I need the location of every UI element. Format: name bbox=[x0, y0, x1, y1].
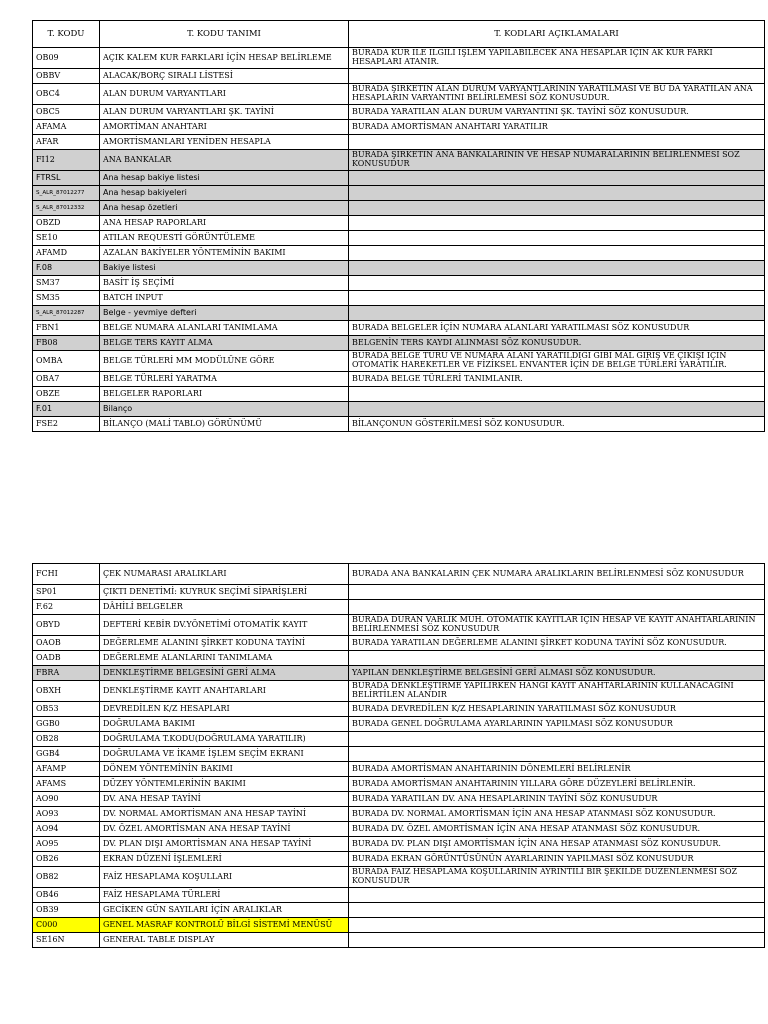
name-cell: FAİZ HESAPLAMA KOŞULLARI bbox=[100, 867, 349, 888]
table-row bbox=[33, 822, 765, 837]
header-name: T. KODU TANIMI bbox=[100, 21, 349, 48]
code-cell: S_ALR_87012277 bbox=[33, 186, 100, 201]
code-cell: GGB0 bbox=[33, 717, 100, 732]
table-row bbox=[33, 291, 765, 306]
name-cell: GENERAL TABLE DISPLAY bbox=[100, 933, 349, 948]
description-cell bbox=[349, 402, 765, 417]
name-cell: BELGE TÜRLERİ MM MODÜLÜNE GÖRE bbox=[100, 351, 349, 372]
transaction-code-table-1 bbox=[32, 20, 765, 432]
table-row bbox=[33, 171, 765, 186]
table-row bbox=[33, 105, 765, 120]
description-cell bbox=[349, 216, 765, 231]
description-cell: BURADA BELGE TÜRÜ VE NUMARA ALANI YARATILDIĞI GİBİ MAL GİRİŞ VE ÇIKIŞI İÇİN OTOMATİK HAREKETLER VE FİZİKSEL ENVANTER İÇİN DE BELGE TÜRLERİ YARATILIR. bbox=[349, 351, 765, 372]
name-cell: ALAN DURUM VARYANTLARI ŞK. TAYİNİ bbox=[100, 105, 349, 120]
description-cell bbox=[349, 600, 765, 615]
table-row bbox=[33, 387, 765, 402]
table-row bbox=[33, 666, 765, 681]
code-cell: OB53 bbox=[33, 702, 100, 717]
name-cell: ATILAN REQUESTİ GÖRÜNTÜLEME bbox=[100, 231, 349, 246]
code-cell: AFAR bbox=[33, 135, 100, 150]
table-row bbox=[33, 837, 765, 852]
description-cell: BURADA AMORTİSMAN ANAHTARININ YILLARA GÖRE DÜZEYLERİ BELİRLENİR. bbox=[349, 777, 765, 792]
table-1-body bbox=[33, 48, 765, 432]
description-cell: BURADA YARATILAN DV. ANA HESAPLARININ TAYİNİ SÖZ KONUSUDUR bbox=[349, 792, 765, 807]
name-cell: AZALAN BAKİYELER YÖNTEMİNİN BAKIMI bbox=[100, 246, 349, 261]
name-cell: DOĞRULAMA T.KODU(DOĞRULAMA YARATILIR) bbox=[100, 732, 349, 747]
code-cell: OBA7 bbox=[33, 372, 100, 387]
description-cell: BURADA ANA BANKALARIN ÇEK NUMARA ARALIKLARIN BELİRLENMESİ SÖZ KONUSUDUR bbox=[349, 564, 765, 585]
description-cell: BURADA YARATILAN ALAN DURUM VARYANTINI ŞK. TAYİNİ SÖZ KONUSUDUR. bbox=[349, 105, 765, 120]
description-cell bbox=[349, 306, 765, 321]
description-cell: BURADA YARATILAN DEĞERLEME ALANINI ŞİRKET KODUNA TAYİNİ SÖZ KONUSUDUR. bbox=[349, 636, 765, 651]
table-row bbox=[33, 351, 765, 372]
table-row bbox=[33, 120, 765, 135]
table-row bbox=[33, 84, 765, 105]
code-cell: OBBV bbox=[33, 69, 100, 84]
name-cell: DOĞRULAMA BAKIMI bbox=[100, 717, 349, 732]
table-row bbox=[33, 48, 765, 69]
description-cell bbox=[349, 231, 765, 246]
code-cell: SE10 bbox=[33, 231, 100, 246]
code-cell: OBC5 bbox=[33, 105, 100, 120]
table-row bbox=[33, 903, 765, 918]
description-cell bbox=[349, 747, 765, 762]
name-cell: AMORTİSMANLARI YENİDEN HESAPLA bbox=[100, 135, 349, 150]
name-cell: DENKLEŞTİRME KAYIT ANAHTARLARI bbox=[100, 681, 349, 702]
description-cell bbox=[349, 246, 765, 261]
code-cell: OAOB bbox=[33, 636, 100, 651]
table-row bbox=[33, 933, 765, 948]
code-cell: OB09 bbox=[33, 48, 100, 69]
table-header-row bbox=[33, 21, 765, 48]
name-cell: DOĞRULAMA VE İKAME İŞLEM SEÇİM EKRANI bbox=[100, 747, 349, 762]
code-cell: FB08 bbox=[33, 336, 100, 351]
code-cell: AFAMA bbox=[33, 120, 100, 135]
description-cell: BURADA FAİZ HESAPLAMA KOŞULLARININ AYRINTILI BİR ŞEKİLDE DÜZENLENMESİ SÖZ KONUSUDUR bbox=[349, 867, 765, 888]
transaction-code-table-2 bbox=[32, 563, 765, 948]
table-row bbox=[33, 417, 765, 432]
description-cell bbox=[349, 186, 765, 201]
description-cell: BURADA DURAN VARLIK MUH. OTOMATİK KAYITLAR İÇİN HESAP VE KAYIT ANAHTARLARININ BELİRLENMESİ SÖZ KONUSUDUR bbox=[349, 615, 765, 636]
table-row bbox=[33, 777, 765, 792]
name-cell: DÖNEM YÖNTEMİNİN BAKIMI bbox=[100, 762, 349, 777]
table-row bbox=[33, 702, 765, 717]
description-cell bbox=[349, 171, 765, 186]
name-cell: DEĞERLEME ALANLARINI TANIMLAMA bbox=[100, 651, 349, 666]
description-cell: BURADA ŞİRKETİN ANA BANKALARININ VE HESAP NUMARALARININ BELİRLENMESİ SÖZ KONUSUDUR bbox=[349, 150, 765, 171]
name-cell: BASİT İŞ SEÇİMİ bbox=[100, 276, 349, 291]
table-row bbox=[33, 615, 765, 636]
code-cell: SP01 bbox=[33, 585, 100, 600]
code-cell: OB39 bbox=[33, 903, 100, 918]
description-cell bbox=[349, 261, 765, 276]
description-cell: BURADA DV. NORMAL AMORTİSMAN İÇİN ANA HESAP ATANMASI SÖZ KONUSUDUR. bbox=[349, 807, 765, 822]
name-cell: ANA HESAP RAPORLARI bbox=[100, 216, 349, 231]
description-cell bbox=[349, 201, 765, 216]
table-row bbox=[33, 888, 765, 903]
name-cell: BELGE TÜRLERİ YARATMA bbox=[100, 372, 349, 387]
code-cell: AFAMD bbox=[33, 246, 100, 261]
code-cell: OB46 bbox=[33, 888, 100, 903]
table-row bbox=[33, 201, 765, 216]
table-row bbox=[33, 918, 765, 933]
description-cell bbox=[349, 903, 765, 918]
description-cell bbox=[349, 888, 765, 903]
code-cell: AO90 bbox=[33, 792, 100, 807]
name-cell: ÇEK NUMARASI ARALIKLARI bbox=[100, 564, 349, 585]
code-cell: SE16N bbox=[33, 933, 100, 948]
code-cell: FBRA bbox=[33, 666, 100, 681]
table-row bbox=[33, 852, 765, 867]
name-cell: DÜZEY YÖNTEMLERİNİN BAKIMI bbox=[100, 777, 349, 792]
description-cell bbox=[349, 918, 765, 933]
code-cell: F.62 bbox=[33, 600, 100, 615]
description-cell: BURADA DV. ÖZEL AMORTİSMAN İÇİN ANA HESAP ATANMASI SÖZ KONUSUDUR. bbox=[349, 822, 765, 837]
table-row bbox=[33, 807, 765, 822]
code-cell: OB28 bbox=[33, 732, 100, 747]
name-cell: GENEL MASRAF KONTROLÜ BİLGİ SİSTEMİ MENÜSÜ bbox=[100, 918, 349, 933]
description-cell: BURADA DENKLEŞTİRME YAPILIRKEN HANGİ KAYIT ANAHTARLARININ KULLANACAĞINI BELİRTİLEN ALANDIR bbox=[349, 681, 765, 702]
header-description: T. KODLARI AÇIKLAMALARI bbox=[349, 21, 765, 48]
table-row bbox=[33, 585, 765, 600]
name-cell: DV. ÖZEL AMORTİSMAN ANA HESAP TAYİNİ bbox=[100, 822, 349, 837]
code-cell: F.08 bbox=[33, 261, 100, 276]
table-row bbox=[33, 372, 765, 387]
table-row bbox=[33, 651, 765, 666]
table-row bbox=[33, 681, 765, 702]
header-code: T. KODU bbox=[33, 21, 100, 48]
table-row bbox=[33, 135, 765, 150]
table-row bbox=[33, 732, 765, 747]
table-row bbox=[33, 762, 765, 777]
description-cell: BELGENİN TERS KAYDI ALINMASI SÖZ KONUSUDUR. bbox=[349, 336, 765, 351]
description-cell bbox=[349, 585, 765, 600]
code-cell: OB26 bbox=[33, 852, 100, 867]
description-cell: BURADA GENEL DOĞRULAMA AYARLARININ YAPILMASI SÖZ KONUSUDUR bbox=[349, 717, 765, 732]
name-cell: DENKLEŞTİRME BELGESİNİ GERİ ALMA bbox=[100, 666, 349, 681]
description-cell bbox=[349, 135, 765, 150]
description-cell: BURADA DV. PLAN DIŞI AMORTİSMAN İÇİN ANA HESAP ATANMASI SÖZ KONUSUDUR. bbox=[349, 837, 765, 852]
name-cell: BELGE NUMARA ALANLARI TANIMLAMA bbox=[100, 321, 349, 336]
code-cell: AFAMS bbox=[33, 777, 100, 792]
code-cell: AO95 bbox=[33, 837, 100, 852]
code-cell: SM37 bbox=[33, 276, 100, 291]
table-row bbox=[33, 306, 765, 321]
table-row bbox=[33, 717, 765, 732]
description-cell bbox=[349, 387, 765, 402]
code-cell: C000 bbox=[33, 918, 100, 933]
code-cell: FTRSL bbox=[33, 171, 100, 186]
table-row bbox=[33, 276, 765, 291]
name-cell: ALAN DURUM VARYANTLARI bbox=[100, 84, 349, 105]
name-cell: Ana hesap özetleri bbox=[100, 201, 349, 216]
code-cell: OB82 bbox=[33, 867, 100, 888]
code-cell: OBZD bbox=[33, 216, 100, 231]
table-row bbox=[33, 747, 765, 762]
name-cell: EKRAN DÜZENİ İŞLEMLERİ bbox=[100, 852, 349, 867]
name-cell: DV. NORMAL AMORTİSMAN ANA HESAP TAYİNİ bbox=[100, 807, 349, 822]
code-cell: F.01 bbox=[33, 402, 100, 417]
table-row bbox=[33, 402, 765, 417]
table-row bbox=[33, 216, 765, 231]
table-row bbox=[33, 261, 765, 276]
name-cell: DV. PLAN DIŞI AMORTİSMAN ANA HESAP TAYİNİ bbox=[100, 837, 349, 852]
code-cell: AFAMP bbox=[33, 762, 100, 777]
code-cell: SM35 bbox=[33, 291, 100, 306]
description-cell: BURADA AMORTİSMAN ANAHTARI YARATILIR bbox=[349, 120, 765, 135]
table-row bbox=[33, 600, 765, 615]
name-cell: Belge - yevmiye defteri bbox=[100, 306, 349, 321]
name-cell: Ana hesap bakiye listesi bbox=[100, 171, 349, 186]
table-row bbox=[33, 792, 765, 807]
table-row bbox=[33, 186, 765, 201]
name-cell: DV. ANA HESAP TAYİNİ bbox=[100, 792, 349, 807]
description-cell: BURADA KUR İLE İLGİLİ İŞLEM YAPILABİLECEK ANA HESAPLAR İÇİN AK KUR FARKI HESAPLARI ATANIR. bbox=[349, 48, 765, 69]
name-cell: BİLANÇO (MALİ TABLO) GÖRÜNÜMÜ bbox=[100, 417, 349, 432]
table-row bbox=[33, 564, 765, 585]
name-cell: DEFTERİ KEBİR DV.YÖNETİMİ OTOMATİK KAYIT bbox=[100, 615, 349, 636]
table-row bbox=[33, 246, 765, 261]
name-cell: AMORTİMAN ANAHTARI bbox=[100, 120, 349, 135]
name-cell: Bilanço bbox=[100, 402, 349, 417]
name-cell: DÂHİLİ BELGELER bbox=[100, 600, 349, 615]
table-row bbox=[33, 150, 765, 171]
table-row bbox=[33, 321, 765, 336]
description-cell: BURADA BELGE TÜRLERİ TANIMLANIR. bbox=[349, 372, 765, 387]
code-cell: OBZE bbox=[33, 387, 100, 402]
name-cell: Ana hesap bakiyeleri bbox=[100, 186, 349, 201]
code-cell: S_ALR_87012287 bbox=[33, 306, 100, 321]
name-cell: Bakiye listesi bbox=[100, 261, 349, 276]
code-cell: OBYD bbox=[33, 615, 100, 636]
description-cell bbox=[349, 291, 765, 306]
code-cell: GGB4 bbox=[33, 747, 100, 762]
name-cell: ANA BANKALAR bbox=[100, 150, 349, 171]
name-cell: FAİZ HESAPLAMA TÜRLERİ bbox=[100, 888, 349, 903]
code-cell: FI12 bbox=[33, 150, 100, 171]
code-cell: FSE2 bbox=[33, 417, 100, 432]
code-cell: OADB bbox=[33, 651, 100, 666]
code-cell: S_ALR_87012332 bbox=[33, 201, 100, 216]
description-cell: BİLANÇONUN GÖSTERİLMESİ SÖZ KONUSUDUR. bbox=[349, 417, 765, 432]
description-cell: BURADA EKRAN GÖRÜNTÜSÜNÜN AYARLARININ YAPILMASI SÖZ KONUSUDUR bbox=[349, 852, 765, 867]
description-cell: BURADA DEVREDİLEN K/Z HESAPLARININ YARATILMASI SÖZ KONUSUDUR bbox=[349, 702, 765, 717]
description-cell bbox=[349, 651, 765, 666]
description-cell: BURADA AMORTİSMAN ANAHTARININ DÖNEMLERİ BELİRLENİR bbox=[349, 762, 765, 777]
code-cell: OBXH bbox=[33, 681, 100, 702]
description-cell bbox=[349, 69, 765, 84]
name-cell: DEVREDİLEN K/Z HESAPLARI bbox=[100, 702, 349, 717]
code-cell: OBC4 bbox=[33, 84, 100, 105]
table-row bbox=[33, 867, 765, 888]
name-cell: BELGELER RAPORLARI bbox=[100, 387, 349, 402]
table-row bbox=[33, 636, 765, 651]
code-cell: FCHI bbox=[33, 564, 100, 585]
description-cell: BURADA ŞİRKETİN ALAN DURUM VARYANTLARININ YARATILMASI VE BU DA YARATILAN ANA HESAPLARIN VARYANTINI BELİRLEMESİ SÖZ KONUSUDUR. bbox=[349, 84, 765, 105]
description-cell bbox=[349, 732, 765, 747]
code-cell: FBN1 bbox=[33, 321, 100, 336]
description-cell bbox=[349, 276, 765, 291]
description-cell bbox=[349, 933, 765, 948]
name-cell: DEĞERLEME ALANINI ŞİRKET KODUNA TAYİNİ bbox=[100, 636, 349, 651]
table-row bbox=[33, 336, 765, 351]
name-cell: ÇIKTI DENETİMİ: KUYRUK SEÇİMİ SİPARİŞLERİ bbox=[100, 585, 349, 600]
table-row bbox=[33, 231, 765, 246]
name-cell: ALACAK/BORÇ SIRALI LİSTESİ bbox=[100, 69, 349, 84]
description-cell: BURADA BELGELER İÇİN NUMARA ALANLARI YARATILMASI SÖZ KONUSUDUR bbox=[349, 321, 765, 336]
code-cell: AO94 bbox=[33, 822, 100, 837]
table-row bbox=[33, 69, 765, 84]
description-cell: YAPILAN DENKLEŞTİRME BELGESİNİ GERİ ALMASI SÖZ KONUSUDUR. bbox=[349, 666, 765, 681]
code-cell: OMBA bbox=[33, 351, 100, 372]
code-cell: AO93 bbox=[33, 807, 100, 822]
table-2-body bbox=[33, 564, 765, 948]
name-cell: AÇIK KALEM KUR FARKLARI İÇİN HESAP BELİRLEME bbox=[100, 48, 349, 69]
name-cell: GECİKEN GÜN SAYILARI İÇİN ARALIKLAR bbox=[100, 903, 349, 918]
name-cell: BELGE TERS KAYIT ALMA bbox=[100, 336, 349, 351]
name-cell: BATCH INPUT bbox=[100, 291, 349, 306]
